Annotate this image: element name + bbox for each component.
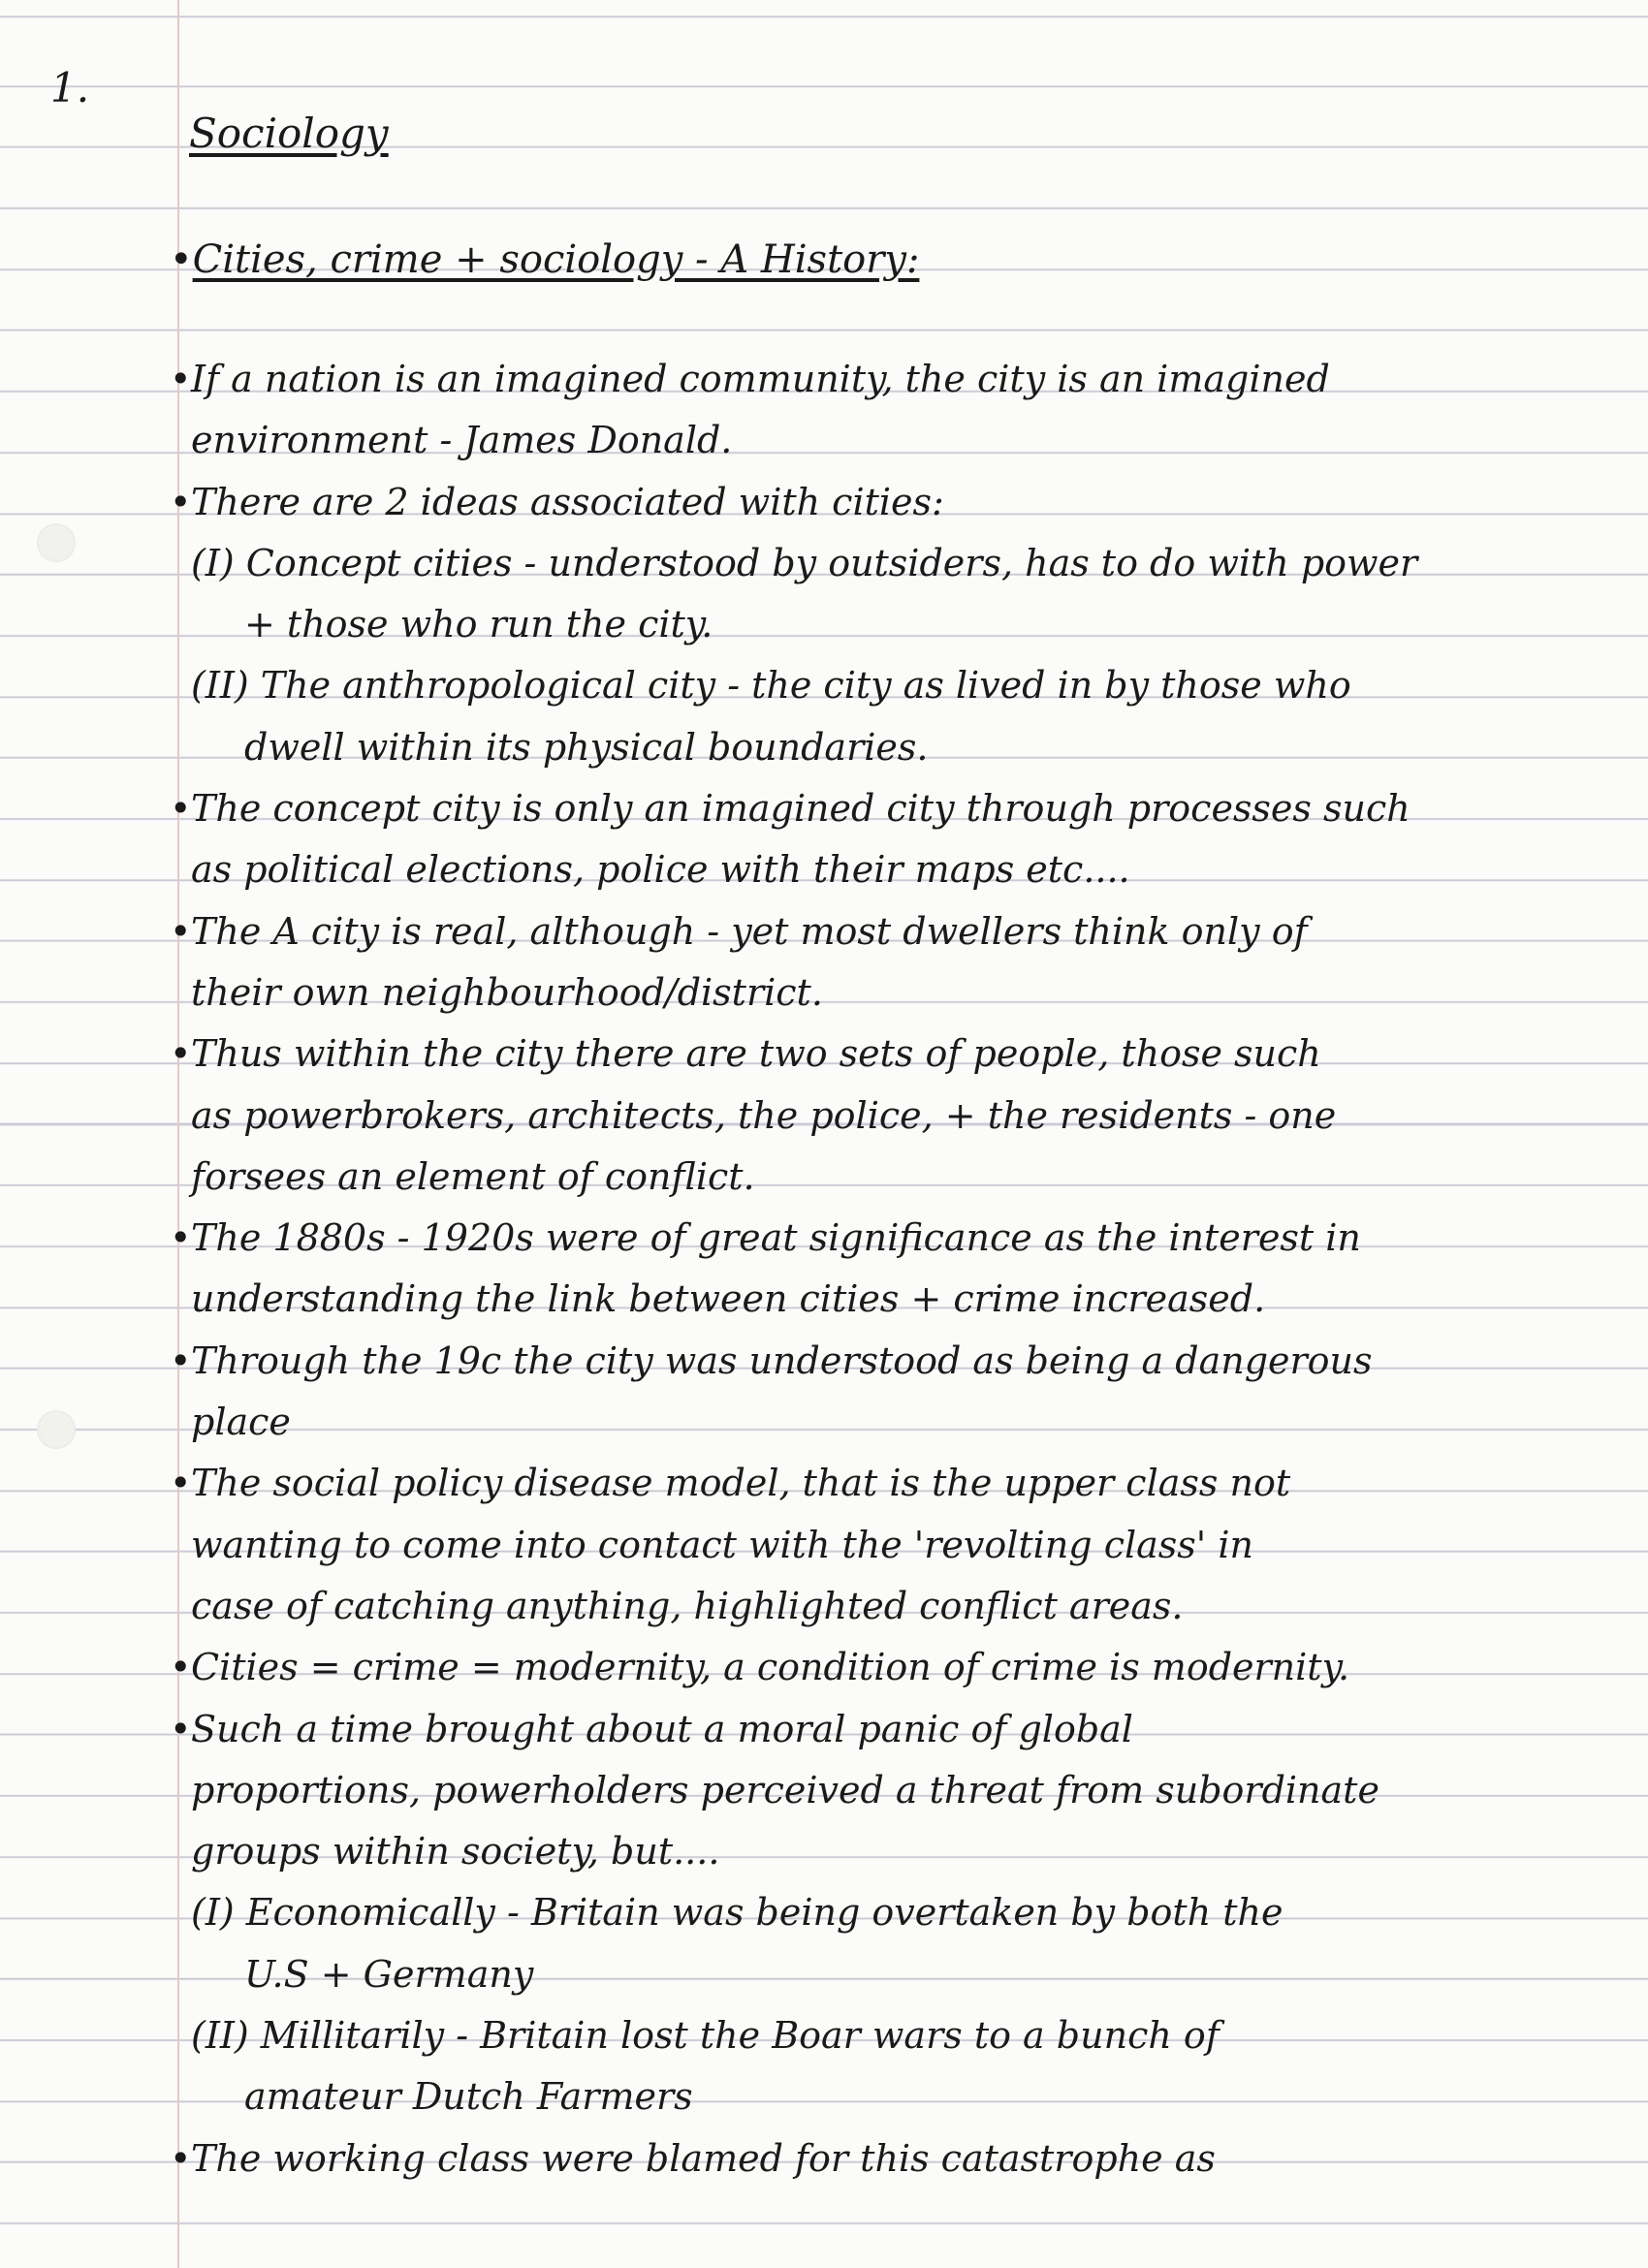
bullet-point: • [170,1646,192,1689]
note-line: Through the 19c the city was understood as being a dangerous [191,1339,1373,1382]
bullet-point: • [170,909,192,953]
bullet-point: • [170,2136,192,2180]
note-subitem [170,2005,1595,2128]
note-item [170,1637,1595,1698]
note-line: their own neighbourhood/district. [191,970,823,1014]
page-title: Sociology [189,110,389,157]
bullet-point: • [170,1339,192,1382]
note-line: amateur Dutch Farmers [244,2075,693,2119]
note-line: groups within society, but.... [191,1830,720,1874]
note-line: wanting to come into contact with the 'revolting class' in [191,1523,1253,1566]
bullet-point: • [170,1462,192,1505]
bullet-point: • [170,1216,192,1260]
note-line: dwell within its physical boundaries. [244,725,929,769]
note-line: U.S + Germany [244,1952,534,1996]
note-item [170,349,1595,472]
bullet-point: • [170,1707,192,1750]
note-line: place [191,1401,291,1444]
bullet-point: • [170,787,192,831]
note-line: environment - James Donald. [191,419,733,462]
heading-bullet: • [170,237,193,282]
section-heading [170,235,919,285]
note-item [170,1699,1595,1883]
note-subitem [170,655,1595,778]
note-line: + those who run the city. [244,603,713,646]
punch-hole [37,1410,76,1449]
note-item [170,1331,1595,1454]
note-line: case of catching anything, highlighted conflict areas. [191,1584,1184,1627]
note-item [170,472,1595,533]
bullet-point: • [170,480,192,523]
note-line: as political elections, police with their maps etc.... [191,848,1130,892]
note-line: The A city is real, although - yet most dwellers think only of [191,909,1308,953]
note-line: The 1880s - 1920s were of great significance as the interest in [191,1216,1361,1260]
note-line: (II) The anthropological city - the city as lived in by those who [191,664,1351,708]
note-line: The social policy disease model, that is the upper class not [191,1462,1291,1505]
note-line: proportions, powerholders perceived a threat from subordinate [191,1768,1379,1811]
note-line: Cities = crime = modernity, a condition of crime is modernity. [191,1646,1350,1689]
note-line: Such a time brought about a moral panic of global [191,1707,1133,1750]
note-item [170,1024,1595,1208]
bullet-point: • [170,358,192,400]
note-line: There are 2 ideas associated with cities: [191,480,944,523]
note-subitem [170,1882,1595,2005]
note-line: forsees an element of conflict. [191,1154,755,1198]
note-line: The concept city is only an imagined city through processes such [191,787,1410,831]
note-line: (II) Millitarily - Britain lost the Boar wars to a bunch of [191,2014,1220,2058]
note-line: (I) Economically - Britain was being overtaken by both the [191,1891,1284,1935]
heading-text: Cities, crime + sociology - A History: [192,237,920,282]
note-item [170,901,1595,1024]
note-line: as powerbrokers, architects, the police, + the residents - one [191,1093,1337,1137]
page-number: 1. [50,64,90,111]
note-item [170,2128,1595,2189]
note-line: understanding the link between cities + crime increased. [191,1277,1266,1321]
bullet-point: • [170,1032,192,1076]
note-line: If a nation is an imagined community, the city is an imagined [191,358,1330,400]
notes-list [170,349,1595,2189]
note-line: (I) Concept cities - understood by outsiders, has to do with power [191,541,1418,584]
note-line: Thus within the city there are two sets of people, those such [191,1032,1321,1076]
note-item [170,1453,1595,1637]
note-subitem [170,533,1595,656]
note-item [170,1208,1595,1331]
punch-hole [37,523,76,562]
note-line: The working class were blamed for this catastrophe as [191,2136,1216,2180]
note-item [170,778,1595,901]
